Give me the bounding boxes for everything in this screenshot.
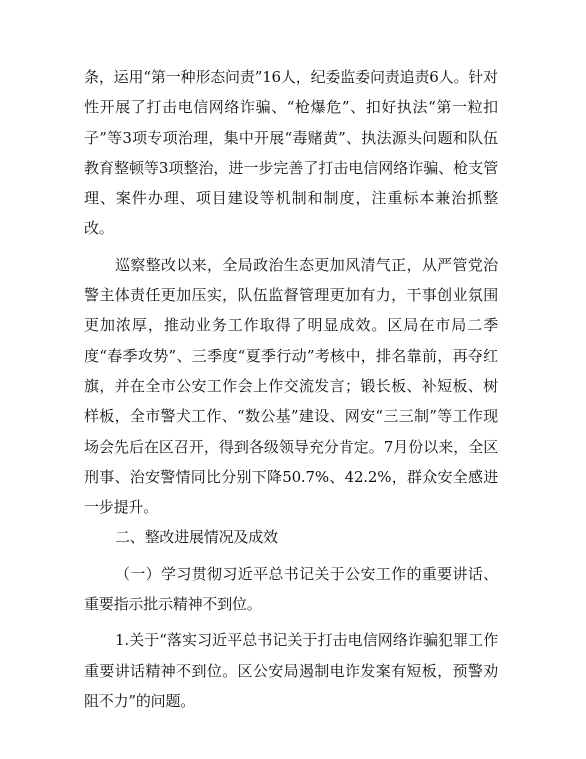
item-1-heading: 1.关于“落实习近平总书记关于打击电信网络诈骗犯罪工作重要讲话精神不到位。区公安局遏制电诈发案有短板，预警劝阻不力”的问题。 bbox=[84, 631, 498, 710]
paragraph-rectification-measures: 条，运用“第一种形态问责”16人，纪委监委问责追责6人。针对性开展了打击电信网络诈骗、“枪爆危”、扣好执法“第一粒扣子”等3项专项治理，集中开展“毒赌黄”、执法源头问题和队伍教育整顿等3项整治，进一步完善了打击电信网络诈骗、枪支管理、案件办理、项目建设等机制和制度，注重标本兼治抓整改。 bbox=[84, 68, 498, 238]
section-heading: 二、整改进展情况及成效 bbox=[115, 528, 278, 547]
subsection-heading: （一）学习贯彻习近平总书记关于公安工作的重要讲话、重要指示批示精神不到位。 bbox=[84, 564, 498, 614]
document-body bbox=[84, 62, 498, 716]
paragraph-rectification-results: 巡察整改以来，全局政治生态更加风清气正，从严管党治警主体责任更加压实，队伍监督管理更加有力，干事创业氛围更加浓厚，推动业务工作取得了明显成效。区局在市局二季度“春季攻势”、三季度“夏季行动”考核中，排名靠前，再夺红旗，并在全市公安工作会上作交流发言；锻长板、补短板、树样板，全市警犬工作、“数公基”建设、网安“三三制”等工作现场会先后在区召开，得到各级领导充分肯定。7月份以来，全区刑事、治安警情同比分别下降50.7%、42.2%，群众安全感进一步提升。 bbox=[84, 255, 498, 517]
